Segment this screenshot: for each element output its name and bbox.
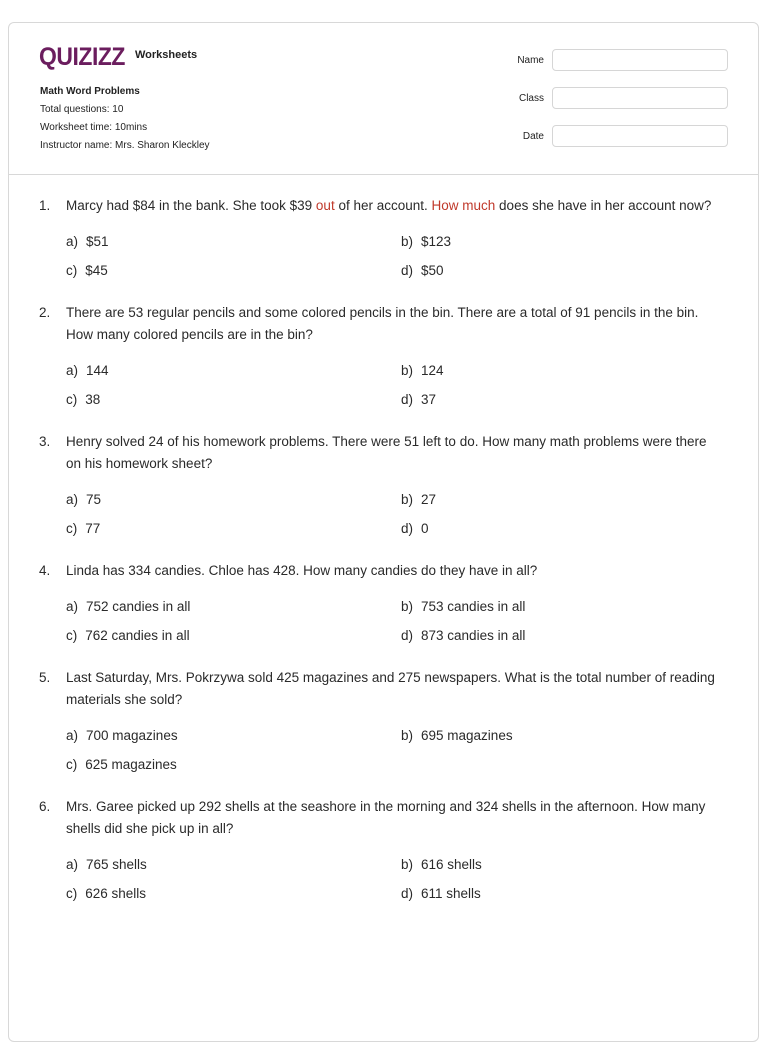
brand-row: [39, 43, 197, 71]
option-letter: d): [401, 628, 414, 643]
question-text-part: Marcy had $84 in the bank. She took $39: [66, 198, 316, 213]
name-label: Name: [517, 54, 544, 66]
answer-option-b[interactable]: [401, 854, 701, 876]
answer-option-b[interactable]: [401, 725, 701, 747]
option-letter: a): [66, 234, 79, 249]
option-letter: b): [401, 234, 414, 249]
option-letter: a): [66, 492, 79, 507]
answer-option-a[interactable]: [66, 360, 401, 382]
option-text: 626 shells: [85, 886, 147, 901]
answer-option-c[interactable]: [66, 754, 401, 776]
total-questions: Total questions: 10: [40, 104, 124, 115]
answer-option-d[interactable]: [401, 260, 701, 282]
option-text: 144: [86, 363, 109, 378]
answer-option-b[interactable]: [401, 489, 701, 511]
answer-options: [9, 231, 758, 282]
worksheet-time: Worksheet time: 10mins: [40, 122, 148, 133]
question-number: 6.: [39, 799, 51, 814]
option-text: 762 candies in all: [85, 628, 190, 643]
question-2: [9, 302, 758, 411]
option-text: 752 candies in all: [86, 599, 191, 614]
option-text: $50: [421, 263, 444, 278]
option-letter: b): [401, 363, 414, 378]
question-list: [9, 195, 758, 925]
question-5: [9, 667, 758, 776]
option-letter: a): [66, 728, 79, 743]
answer-option-c[interactable]: [66, 260, 401, 282]
class-field-row: [517, 87, 728, 109]
question-text-part: of her account.: [334, 198, 432, 213]
question-number: 1.: [39, 198, 51, 213]
option-letter: a): [66, 363, 79, 378]
worksheet-header: [9, 23, 758, 175]
option-letter: b): [401, 599, 414, 614]
option-letter: c): [66, 757, 78, 772]
question-6: [9, 796, 758, 905]
question-number: 5.: [39, 670, 51, 685]
answer-option-c[interactable]: [66, 518, 401, 540]
worksheet-title: Math Word Problems: [40, 86, 140, 97]
answer-option-a[interactable]: [66, 231, 401, 253]
date-input[interactable]: [552, 125, 728, 147]
answer-options: [9, 854, 758, 905]
option-text: 37: [421, 392, 437, 407]
answer-options: [9, 725, 758, 776]
option-text: 625 magazines: [85, 757, 177, 772]
answer-option-d[interactable]: [401, 625, 701, 647]
option-text: $51: [86, 234, 109, 249]
option-text: 77: [85, 521, 101, 536]
answer-option-a[interactable]: [66, 854, 401, 876]
option-letter: b): [401, 728, 414, 743]
question-text: [66, 195, 722, 217]
question-text: Mrs. Garee picked up 292 shells at the seashore in the morning and 324 shells in the afternoon. How many shells did she pick up in all?: [66, 799, 706, 836]
question-4: [9, 560, 758, 647]
option-text: 873 candies in all: [421, 628, 526, 643]
option-letter: b): [401, 857, 414, 872]
answer-option-c[interactable]: [66, 625, 401, 647]
class-input[interactable]: [552, 87, 728, 109]
option-text: 765 shells: [86, 857, 147, 872]
option-text: 753 candies in all: [421, 599, 526, 614]
option-letter: c): [66, 392, 78, 407]
class-label: Class: [518, 92, 544, 104]
worksheet: [8, 22, 759, 1042]
option-letter: c): [66, 521, 78, 536]
option-text: 27: [421, 492, 437, 507]
option-letter: a): [66, 857, 79, 872]
highlighted-word: How much: [431, 198, 496, 213]
option-letter: d): [401, 263, 414, 278]
answer-options: [9, 360, 758, 411]
question-1: [9, 195, 758, 282]
answer-option-d[interactable]: [401, 883, 701, 905]
option-letter: a): [66, 599, 79, 614]
question-text: There are 53 regular pencils and some colored pencils in the bin. There are a total of 91 pencils in the bin. How many colored pencils are in the bin?: [66, 305, 699, 342]
highlighted-word: out: [315, 198, 335, 213]
question-text: Linda has 334 candies. Chloe has 428. How many candies do they have in all?: [66, 563, 538, 578]
svg-text:QUIZIZZ: QUIZIZZ: [39, 43, 126, 71]
student-fields: [517, 49, 728, 163]
answer-option-c[interactable]: [66, 883, 401, 905]
instructor-name: Instructor name: Mrs. Sharon Kleckley: [40, 140, 210, 151]
answer-option-a[interactable]: [66, 489, 401, 511]
quizizz-logo: [39, 43, 127, 71]
option-letter: c): [66, 886, 78, 901]
option-letter: c): [66, 263, 78, 278]
option-text: $123: [421, 234, 452, 249]
question-text: Last Saturday, Mrs. Pokrzywa sold 425 magazines and 275 newspapers. What is the total number of reading materials she sold?: [66, 670, 715, 707]
question-3: [9, 431, 758, 540]
answer-option-a[interactable]: [66, 596, 401, 618]
option-letter: d): [401, 521, 414, 536]
question-number: 3.: [39, 434, 51, 449]
option-text: $45: [85, 263, 108, 278]
date-field-row: [517, 125, 728, 147]
option-letter: c): [66, 628, 78, 643]
option-letter: d): [401, 886, 414, 901]
option-text: 38: [85, 392, 101, 407]
answer-option-a[interactable]: [66, 725, 401, 747]
answer-options: [9, 489, 758, 540]
question-text: Henry solved 24 of his homework problems. There were 51 left to do. How many math problems were there on his homework sheet?: [66, 434, 707, 471]
answer-option-c[interactable]: [66, 389, 401, 411]
name-field-row: [517, 49, 728, 71]
option-text: 700 magazines: [86, 728, 178, 743]
option-text: 124: [421, 363, 444, 378]
option-text: 0: [421, 521, 429, 536]
worksheet-meta: [40, 83, 210, 155]
name-input[interactable]: [552, 49, 728, 71]
answer-options: [9, 596, 758, 647]
product-label: Worksheets: [135, 49, 198, 61]
option-text: 611 shells: [421, 886, 481, 901]
question-text-part: does she have in her account now?: [495, 198, 712, 213]
option-text: 616 shells: [421, 857, 482, 872]
question-number: 4.: [39, 563, 51, 578]
answer-option-d[interactable]: [401, 518, 701, 540]
answer-option-d[interactable]: [401, 389, 701, 411]
question-number: 2.: [39, 305, 51, 320]
answer-option-b[interactable]: [401, 596, 701, 618]
answer-option-b[interactable]: [401, 231, 701, 253]
option-text: 695 magazines: [421, 728, 513, 743]
option-text: 75: [86, 492, 102, 507]
answer-option-b[interactable]: [401, 360, 701, 382]
date-label: Date: [522, 130, 544, 142]
option-letter: b): [401, 492, 414, 507]
option-letter: d): [401, 392, 414, 407]
